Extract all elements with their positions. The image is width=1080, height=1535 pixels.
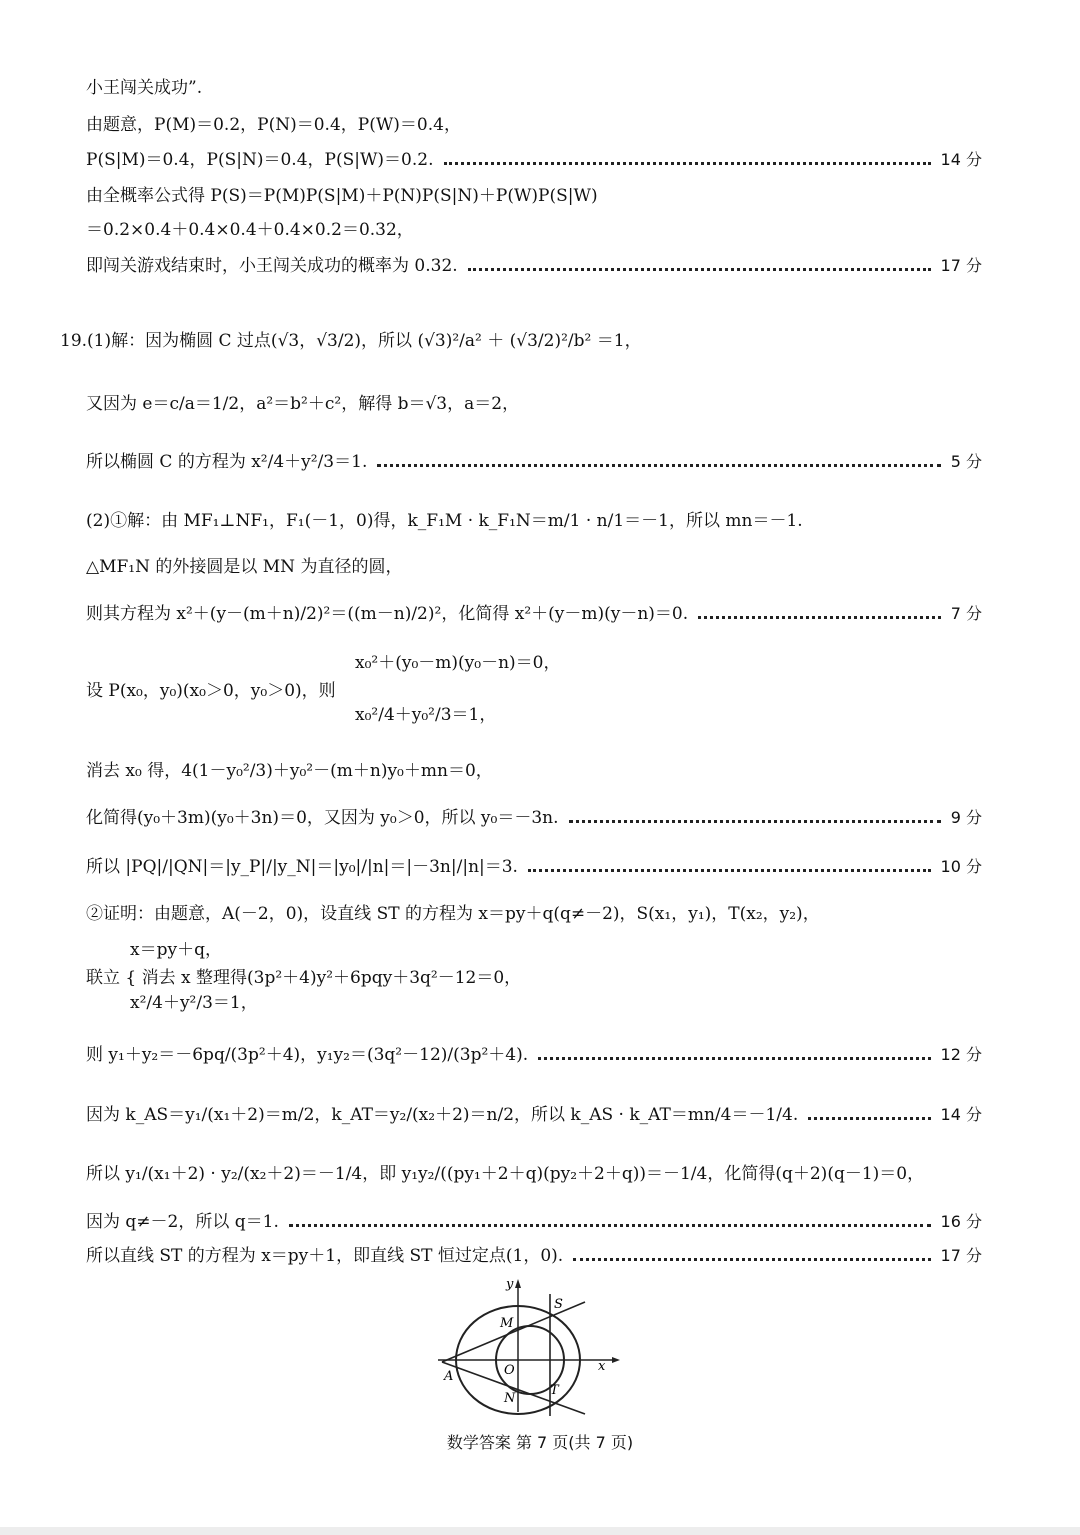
score-label: 7 分	[950, 604, 982, 623]
score-label: 14 分	[940, 150, 982, 169]
score-label: 10 分	[940, 857, 982, 876]
label-y: y	[506, 1277, 514, 1292]
y-axis-arrow	[515, 1279, 521, 1288]
score-label: 5 分	[950, 452, 982, 471]
text-line: 所以直线 ST 的方程为 x＝py＋1，即直线 ST 恒过定点(1，0). 17 分	[86, 1246, 982, 1266]
label-M: M	[500, 1316, 514, 1331]
score-label: 12 分	[940, 1045, 982, 1064]
text-line: 联立 { 消去 x 整理得(3p²＋4)y²＋6pqy＋3q²－12＝0，	[86, 968, 522, 988]
label-O: O	[504, 1363, 515, 1378]
score-label: 14 分	[940, 1105, 982, 1124]
score-label: 17 分	[940, 256, 982, 275]
text-line: (2)①解：由 MF₁⊥NF₁，F₁(－1，0)得，k_F₁M · k_F₁N＝m/1 · n/1＝－1，所以 mn＝－1.	[86, 511, 803, 531]
text-line: 因为 q≠－2，所以 q＝1. 16 分	[86, 1212, 982, 1232]
text-line: △MF₁N 的外接圆是以 MN 为直径的圆，	[86, 557, 403, 577]
text-line: x²/4＋y²/3＝1，	[130, 993, 258, 1013]
label-x: x	[598, 1359, 606, 1374]
score-label: 9 分	[950, 808, 982, 827]
ellipse-figure	[430, 1272, 620, 1422]
text-line: 则 y₁＋y₂＝－6pq/(3p²＋4)，y₁y₂＝(3q²－12)/(3p²＋4). 12 分	[86, 1045, 982, 1065]
text-line: 所以椭圆 C 的方程为 x²/4＋y²/3＝1. 5 分	[86, 452, 982, 472]
text-line: x₀²＋(y₀－m)(y₀－n)＝0，	[355, 653, 561, 673]
text-line: 所以 |PQ|/|QN|＝|y_P|/|y_N|＝|y₀|/|n|＝|－3n|/|n|＝3. 10 分	[86, 857, 982, 877]
text-line: 小王闯关成功”.	[86, 78, 203, 98]
text-line: ＝0.2×0.4＋0.4×0.4＋0.4×0.2＝0.32，	[86, 220, 414, 240]
score-label: 16 分	[940, 1212, 982, 1231]
label-N: N	[504, 1391, 516, 1406]
x-axis-arrow	[612, 1357, 620, 1363]
text-line: P(S|M)＝0.4，P(S|N)＝0.4，P(S|W)＝0.2. 14 分	[86, 150, 982, 170]
score-label: 17 分	[940, 1246, 982, 1265]
text-line: 又因为 e＝c/a＝1/2，a²＝b²＋c²，解得 b＝√3，a＝2，	[86, 394, 520, 414]
text-line: x＝py＋q，	[130, 940, 222, 960]
text-line: 则其方程为 x²＋(y－(m＋n)/2)²＝((m－n)/2)²，化简得 x²＋(y－m)(y－n)＝0. 7 分	[86, 604, 982, 624]
text-line: 因为 k_AS＝y₁/(x₁＋2)＝m/2，k_AT＝y₂/(x₂＋2)＝n/2，所以 k_AS · k_AT＝mn/4＝－1/4. 14 分	[86, 1105, 982, 1125]
text-line: 由题意，P(M)＝0.2，P(N)＝0.4，P(W)＝0.4，	[86, 115, 461, 135]
text-line: 所以 y₁/(x₁＋2) · y₂/(x₂＋2)＝－1/4，即 y₁y₂/((py₁＋2＋q)(py₂＋2＋q))＝－1/4，化简得(q＋2)(q－1)＝0，	[86, 1164, 925, 1184]
text-line: 化简得(y₀＋3m)(y₀＋3n)＝0，又因为 y₀＞0，所以 y₀＝－3n. 9 分	[86, 808, 982, 828]
text-line: 由全概率公式得 P(S)＝P(M)P(S|M)＋P(N)P(S|N)＋P(W)P(S|W)	[86, 186, 598, 206]
label-A: A	[444, 1369, 454, 1384]
text-line: 19.(1)解：因为椭圆 C 过点(√3，√3/2)，所以 (√3)²/a² ＋ (√3/2)²/b² ＝1，	[60, 331, 642, 351]
text-line: ②证明：由题意，A(－2，0)，设直线 ST 的方程为 x＝py＋q(q≠－2)，S(x₁，y₁)，T(x₂，y₂)，	[86, 904, 820, 924]
text-line: 设 P(x₀，y₀)(x₀＞0，y₀＞0)，则	[86, 681, 336, 701]
page-footer: 数学答案 第 7 页(共 7 页)	[446, 1433, 634, 1452]
label-S: S	[554, 1297, 563, 1312]
text-line: 即闯关游戏结束时，小王闯关成功的概率为 0.32. 17 分	[86, 256, 982, 276]
text-line: 消去 x₀ 得，4(1－y₀²/3)＋y₀²－(m＋n)y₀＋mn＝0，	[86, 761, 493, 781]
label-T: T	[550, 1383, 559, 1398]
text-line: x₀²/4＋y₀²/3＝1，	[355, 705, 497, 725]
bottom-strip	[0, 1527, 1080, 1535]
